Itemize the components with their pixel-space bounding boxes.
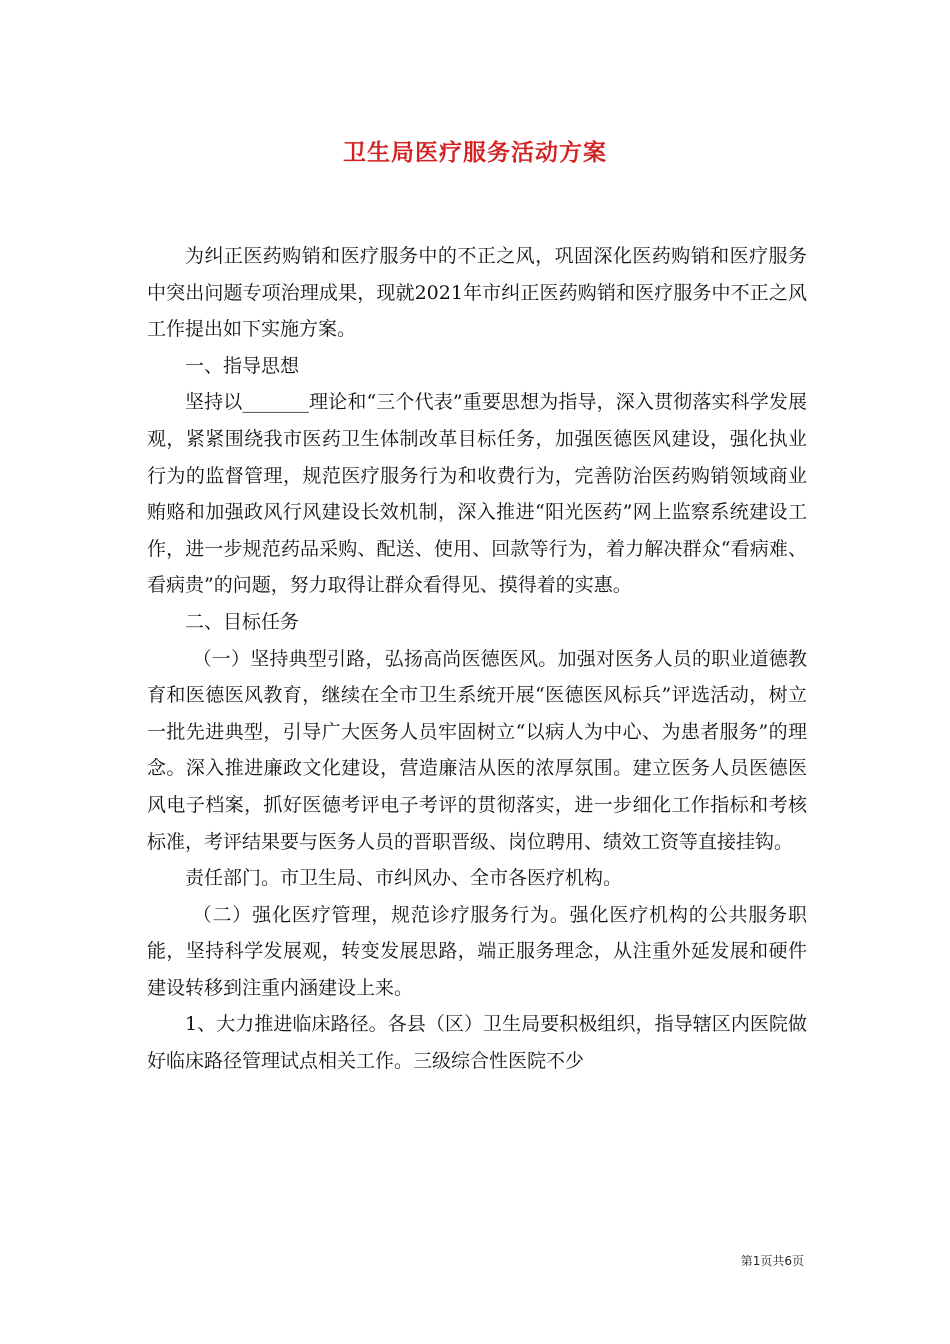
goal-two-paragraph: （二）强化医疗管理，规范诊疗服务行为。强化医疗机构的公共服务职能，坚持科学发展观，转变发展思路，端正服务理念，从注重外延发展和硬件建设转移到注重内涵建设上来。	[147, 903, 807, 999]
responsible-departments-paragraph: 责任部门。市卫生局、市纠风办、全市各医疗机构。	[185, 867, 623, 890]
section-heading-goals: 二、目标任务	[185, 610, 300, 633]
guiding-thought-paragraph: 坚持以_______理论和“三个代表”重要思想为指导，深入贯彻落实科学发展观，紧紧围绕我市医药卫生体制改革目标任务，加强医德医风建设，强化执业行为的监督管理，规范医疗服务行为和收费行为，完善防治医药购销领域商业贿赂和加强政风行风建设长效机制，深入推进“阳光医药”网上监察系统建设工作，进一步规范药品采购、配送、使用、回款等行为，着力解决群众“看病难、看病贵”的问题，努力取得让群众看得见、摸得着的实惠。	[147, 391, 807, 597]
clinical-pathway-paragraph: 1、大力推进临床路径。各县（区）卫生局要积极组织，指导辖区内医院做好临床路径管理试点相关工作。三级综合性医院不少	[147, 1013, 807, 1073]
goal-one-paragraph: （一）坚持典型引路，弘扬高尚医德医风。加强对医务人员的职业道德教育和医德医风教育，继续在全市卫生系统开展“医德医风标兵”评选活动，树立一批先进典型，引导广大医务人员牢固树立“以病人为中心、为患者服务”的理念。深入推进廉政文化建设，营造廉洁从医的浓厚氛围。建立医务人员医德医风电子档案，抓好医德考评电子考评的贯彻落实，进一步细化工作指标和考核标准，考评结果要与医务人员的晋职晋级、岗位聘用、绩效工资等直接挂钩。	[147, 647, 807, 853]
document-title: 卫生局医疗服务活动方案	[343, 139, 607, 166]
document-body	[147, 238, 807, 1080]
page-number-footer: 第1页共6页	[740, 1254, 804, 1268]
section-heading-guiding-thought: 一、指导思想	[185, 354, 300, 377]
intro-paragraph: 为纠正医药购销和医疗服务中的不正之风，巩固深化医药购销和医疗服务中突出问题专项治理成果，现就2021年市纠正医药购销和医疗服务中不正之风工作提出如下实施方案。	[147, 245, 807, 341]
